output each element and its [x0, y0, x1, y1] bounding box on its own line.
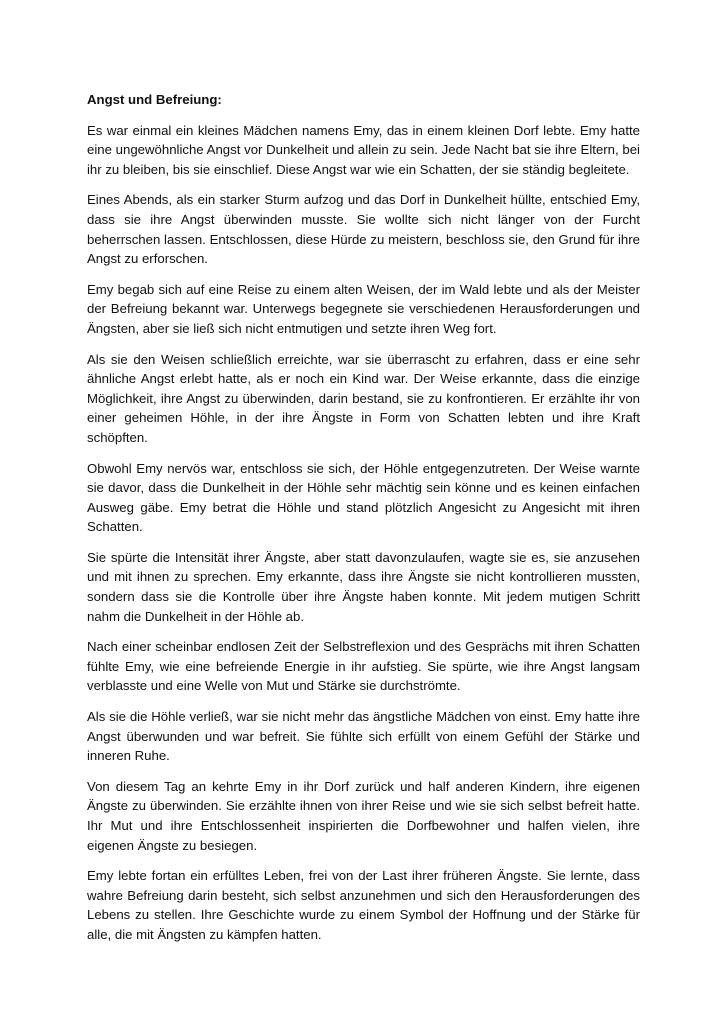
paragraph-9: Von diesem Tag an kehrte Emy in ihr Dorf zurück und half anderen Kindern, ihre eigenen Ängste zu überwinden. Sie erzählte ihnen von ihrer Reise und wie sie sich selbst befreit hatte. Ihr Mut und ihre Entschlossenheit inspirierten die Dorfbewohner und halfen vielen, ihre eigenen Ängste zu besiegen. — [87, 778, 640, 853]
paragraph-5: Obwohl Emy nervös war, entschloss sie sich, der Höhle entgegenzutreten. Der Weise warnte sie davor, dass die Dunkelheit in der Höhle sehr mächtig sein könne und es keinen einfachen Ausweg gäbe. Emy betrat die Höhle und stand plötzlich Angesicht zu Angesicht mit ihren Schatten. — [87, 460, 640, 535]
paragraph-2: Eines Abends, als ein starker Sturm aufzog und das Dorf in Dunkelheit hüllte, entschied Emy, dass sie ihre Angst überwinden musste. Sie wollte sich nicht länger von der Furcht beherrschen lassen. Entschlossen, diese Hürde zu meistern, beschloss sie, den Grund für ihre Angst zu erforschen. — [87, 192, 640, 267]
document-title: Angst und Befreiung: — [87, 92, 222, 107]
paragraph-7: Nach einer scheinbar endlosen Zeit der Selbstreflexion und des Gesprächs mit ihren Schatten fühlte Emy, wie eine befreiende Energie in ihr aufstieg. Sie spürte, wie ihre Angst langsam verblasste und eine Welle von Mut und Stärke sie durchströmte. — [87, 639, 640, 694]
paragraph-10: Emy lebte fortan ein erfülltes Leben, frei von der Last ihrer früheren Ängste. Sie lernte, dass wahre Befreiung darin besteht, sich selbst anzunehmen und sich den Herausforderungen des Lebens zu stellen. Ihre Geschichte wurde zu einem Symbol der Hoffnung und der Stärke für alle, die mit Ängsten zu kämpfen hatten. — [87, 868, 640, 942]
paragraph-6: Sie spürte die Intensität ihrer Ängste, aber statt davonzulaufen, wagte sie es, sie anzusehen und mit ihnen zu sprechen. Emy erkannte, dass ihre Ängste sie nicht kontrollieren mussten, sondern dass sie die Kontrolle über ihre Ängste haben konnte. Mit jedem mutigen Schritt nahm die Dunkelheit in der Höhle ab. — [87, 549, 640, 624]
paragraph-3: Emy begab sich auf eine Reise zu einem alten Weisen, der im Wald lebte und als der Meister der Befreiung bekannt war. Unterwegs begegnete sie verschiedenen Herausforderungen und Ängsten, aber sie ließ sich nicht entmutigen und setzte ihren Weg fort. — [87, 281, 640, 336]
document-page — [87, 90, 640, 956]
paragraph-8: Als sie die Höhle verließ, war sie nicht mehr das ängstliche Mädchen von einst. Emy hatte ihre Angst überwunden und war befreit. Sie fühlte sich erfüllt von einem Gefühl der Stärke und inneren Ruhe. — [87, 709, 640, 764]
paragraph-1: Es war einmal ein kleines Mädchen namens Emy, das in einem kleinen Dorf lebte. Emy hatte eine ungewöhnliche Angst vor Dunkelheit und allein zu sein. Jede Nacht bat sie ihre Eltern, bei ihr zu bleiben, bis sie einschlief. Diese Angst war wie ein Schatten, der sie ständig begleitete. — [87, 122, 640, 177]
paragraph-4: Als sie den Weisen schließlich erreichte, war sie überrascht zu erfahren, dass er eine sehr ähnliche Angst erlebt hatte, als er noch ein Kind war. Der Weise erkannte, dass die einzige Möglichkeit, ihre Angst zu überwinden, darin bestand, sie zu konfrontieren. Er erzählte ihr von einer geheimen Höhle, in der ihre Ängste in Form von Schatten lebten und ihre Kraft schöpften. — [87, 351, 640, 445]
